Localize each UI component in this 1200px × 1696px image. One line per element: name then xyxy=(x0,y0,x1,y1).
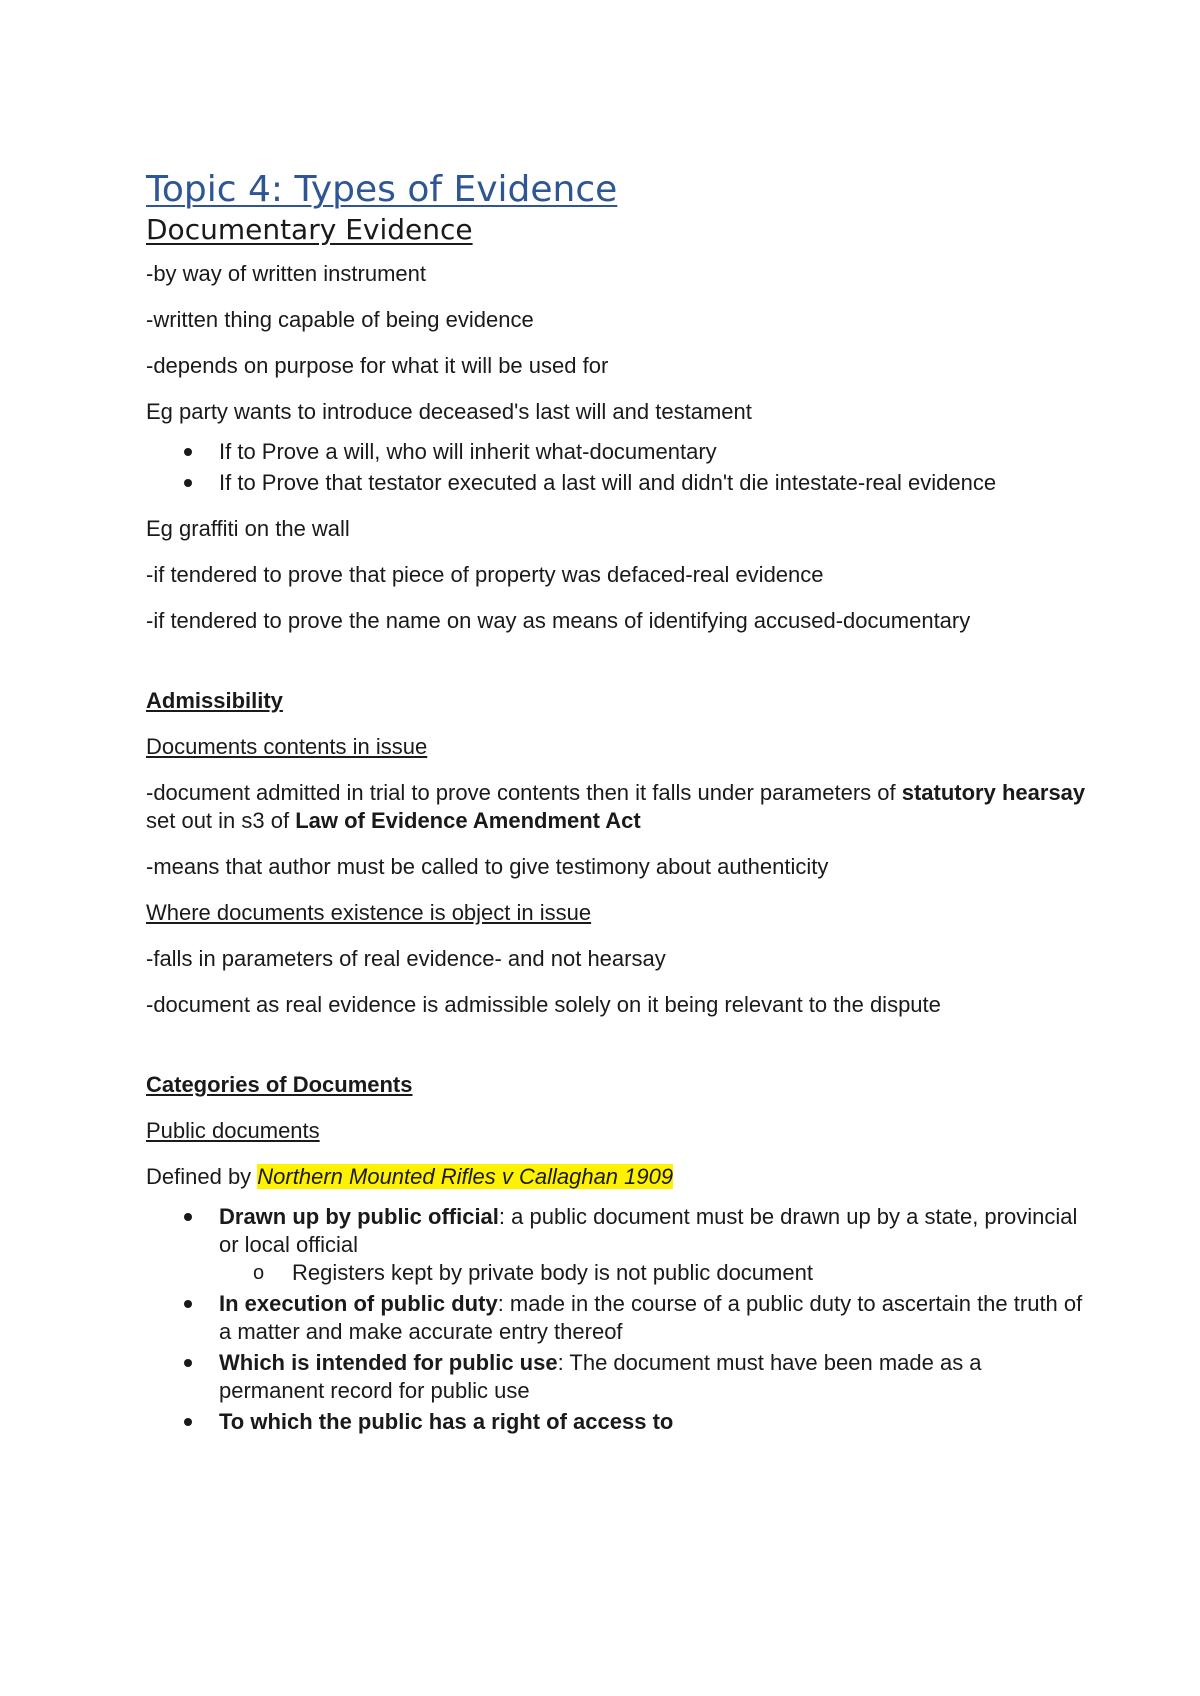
list-item xyxy=(219,1349,1086,1405)
contents-paragraph-2: -means that author must be called to give testimony about authenticity xyxy=(146,854,829,879)
defined-by-line xyxy=(146,1163,1086,1191)
contents-paragraph xyxy=(146,779,1086,835)
sub-bullet-text: Registers kept by private body is not public document xyxy=(292,1260,813,1285)
contents-in-issue-heading: Documents contents in issue xyxy=(146,734,428,759)
document-page xyxy=(146,168,1086,1454)
list-item xyxy=(219,1408,1086,1436)
defined-prefix: Defined by xyxy=(146,1164,258,1189)
existence-line: -document as real evidence is admissible solely on it being relevant to the dispute xyxy=(146,992,941,1017)
documentary-line: -depends on purpose for what it will be used for xyxy=(146,353,609,378)
criterion-term: Drawn up by public official xyxy=(219,1204,499,1229)
criterion-term: In execution of public duty xyxy=(219,1291,498,1316)
graffiti-line: -if tendered to prove that piece of property was defaced-real evidence xyxy=(146,562,824,587)
will-bullet-list xyxy=(146,438,1086,497)
criterion-term: To which the public has a right of access to xyxy=(219,1409,674,1434)
graffiti-line: -if tendered to prove the name on way as means of identifying accused-documentary xyxy=(146,608,971,633)
list-item: If to Prove that testator executed a last will and didn't die intestate-real evidence xyxy=(219,469,1086,497)
contents-text: set out in s3 of xyxy=(146,808,296,833)
sub-bullet-marker: o xyxy=(253,1262,265,1284)
existence-in-issue-heading: Where documents existence is object in issue xyxy=(146,900,592,925)
sub-bullet-list xyxy=(219,1259,1086,1287)
criterion-text: : The document must have been made as a permanent record for public use xyxy=(219,1350,982,1403)
example-will: Eg party wants to introduce deceased's last will and testament xyxy=(146,399,752,424)
statutory-hearsay-term: statutory hearsay xyxy=(901,780,1086,805)
admissibility-heading: Admissibility xyxy=(146,688,283,713)
public-documents-heading: Public documents xyxy=(146,1118,320,1143)
contents-text: -document admitted in trial to prove contents then it falls under parameters of xyxy=(146,780,902,805)
list-item xyxy=(219,1203,1086,1287)
act-name: Law of Evidence Amendment Act xyxy=(295,808,641,833)
categories-heading: Categories of Documents xyxy=(146,1072,413,1097)
section-heading-documentary: Documentary Evidence xyxy=(146,213,473,246)
existence-line: -falls in parameters of real evidence- and not hearsay xyxy=(146,946,666,971)
documentary-line: -by way of written instrument xyxy=(146,261,426,286)
criterion-text: : made in the course of a public duty to ascertain the truth of a matter and make accurate entry thereof xyxy=(219,1291,1083,1344)
list-item xyxy=(219,1290,1086,1346)
example-graffiti: Eg graffiti on the wall xyxy=(146,516,350,541)
documentary-line: -written thing capable of being evidence xyxy=(146,307,534,332)
sub-list-item xyxy=(253,1259,1086,1287)
list-item: If to Prove a will, who will inherit what-documentary xyxy=(219,438,1086,466)
public-document-criteria-list xyxy=(146,1203,1086,1436)
page-title: Topic 4: Types of Evidence xyxy=(146,169,618,210)
criterion-term: Which is intended for public use xyxy=(219,1350,558,1375)
criterion-text: : a public document must be drawn up by a state, provincial or local official xyxy=(219,1204,1078,1257)
case-citation-highlight: Northern Mounted Rifles v Callaghan 1909 xyxy=(257,1164,674,1189)
